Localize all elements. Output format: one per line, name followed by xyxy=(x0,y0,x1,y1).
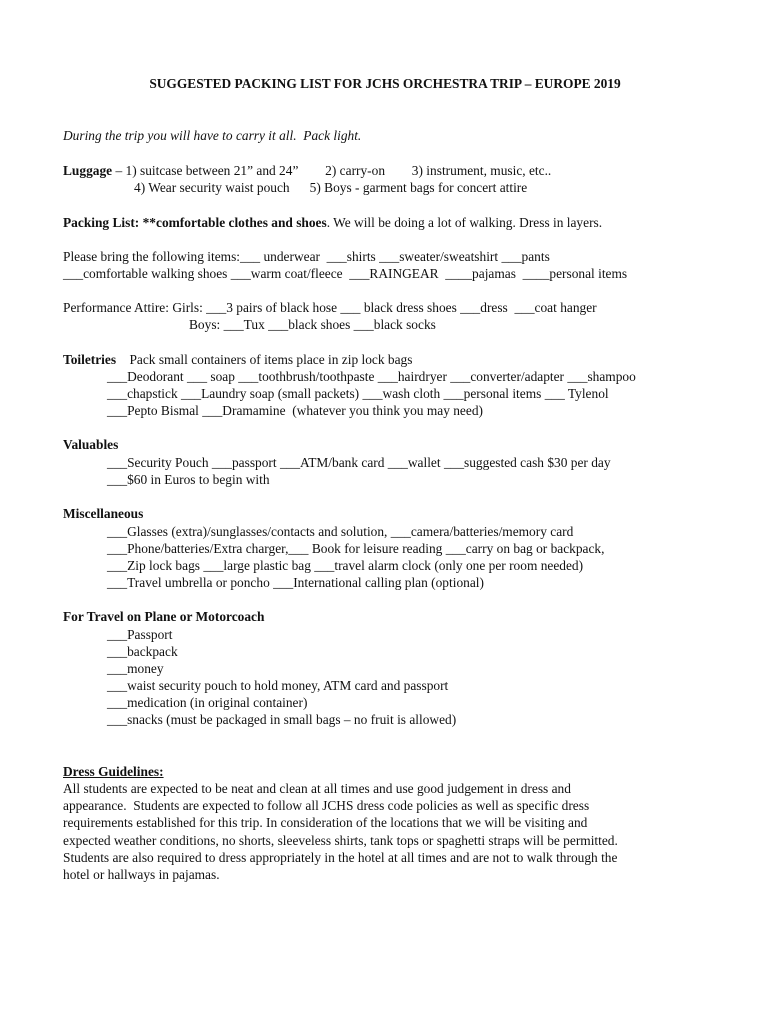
misc-item-line: ___Glasses (extra)/sunglasses/contacts and solution, ___camera/batteries/memory card xyxy=(107,524,574,539)
dress-guidelines-paragraph xyxy=(63,780,708,883)
bring-items-line-1: Please bring the following items:___ underwear ___shirts ___sweater/sweatshirt ___pants xyxy=(63,249,550,264)
dress-guidelines-label: Dress Guidelines: xyxy=(63,764,164,779)
packing-list-line xyxy=(63,214,602,231)
dress-guidelines-line: appearance. Students are expected to follow all JCHS dress code policies as well as specific dress xyxy=(63,798,590,814)
misc-item-line: ___Phone/batteries/Extra charger,___ Book for leisure reading ___carry on bag or backpack, xyxy=(107,541,605,556)
toiletries-heading-line xyxy=(63,351,412,368)
travel-item-line: ___snacks (must be packaged in small bags – no fruit is allowed) xyxy=(107,712,457,727)
page-title: SUGGESTED PACKING LIST FOR JCHS ORCHESTRA TRIP – EUROPE 2019 xyxy=(149,76,621,91)
toiletries-item-line: ___Pepto Bismal ___Dramamine (whatever you think you may need) xyxy=(107,403,483,418)
misc-label: Miscellaneous xyxy=(63,506,144,521)
toiletries-item-line: ___chapstick ___Laundry soap (small packets) ___wash cloth ___personal items ___ Tylenol xyxy=(107,386,609,401)
valuables-item-line: ___Security Pouch ___passport ___ATM/bank card ___wallet ___suggested cash $30 per day xyxy=(107,455,611,470)
dress-guidelines-line: All students are expected to be neat and clean at all times and use good judgement in dress and xyxy=(63,781,571,796)
luggage-label: Luggage xyxy=(63,163,113,178)
luggage-line-1 xyxy=(63,162,551,179)
dress-guidelines-line: Students are also required to dress appropriately in the hotel at all times and are not to walk through the xyxy=(63,849,618,865)
travel-item-line: ___money xyxy=(107,661,164,676)
toiletries-label: Toiletries xyxy=(63,352,117,367)
misc-item-line: ___Zip lock bags ___large plastic bag ___travel alarm clock (only one per room needed) xyxy=(107,558,584,573)
dress-guidelines-line: expected weather conditions, no shorts, sleeveless shirts, tank tops or spaghetti straps will be permitted. xyxy=(63,832,618,848)
misc-item-line: ___Travel umbrella or poncho ___International calling plan (optional) xyxy=(107,575,484,590)
travel-item-line: ___Passport xyxy=(107,627,173,642)
dress-guidelines-line: hotel or hallways in pajamas. xyxy=(63,867,220,883)
luggage-items-1: – 1) suitcase between 21” and 24” 2) carry-on 3) instrument, music, etc.. xyxy=(112,163,552,178)
valuables-label: Valuables xyxy=(63,437,119,452)
performance-attire-girls: Performance Attire: Girls: ___3 pairs of black hose ___ black dress shoes ___dress ___coat hanger xyxy=(63,300,597,315)
bring-items-line-2: ___comfortable walking shoes ___warm coat/fleece ___RAINGEAR ____pajamas ____personal items xyxy=(63,266,628,281)
toiletries-item-line: ___Deodorant ___ soap ___toothbrush/toothpaste ___hairdryer ___converter/adapter ___shampoo xyxy=(107,369,636,384)
intro-text: During the trip you will have to carry it all. Pack light. xyxy=(63,128,362,143)
travel-label: For Travel on Plane or Motorcoach xyxy=(63,609,265,624)
dress-guidelines-line: requirements established for this trip. In consideration of the locations that we will be visiting and xyxy=(63,815,588,831)
luggage-line-2: 4) Wear security waist pouch 5) Boys - garment bags for concert attire xyxy=(134,180,528,195)
travel-item-line: ___waist security pouch to hold money, ATM card and passport xyxy=(107,678,449,693)
valuables-item-line: ___$60 in Euros to begin with xyxy=(107,472,270,487)
packing-list-label: Packing List: **comfortable clothes and shoes xyxy=(63,215,327,230)
travel-item-line: ___backpack xyxy=(107,644,178,659)
toiletries-intro: Pack small containers of items place in zip lock bags xyxy=(116,352,413,367)
performance-attire-boys: Boys: ___Tux ___black shoes ___black socks xyxy=(189,317,436,332)
packing-list-note: . We will be doing a lot of walking. Dress in layers. xyxy=(326,215,603,230)
travel-item-line: ___medication (in original container) xyxy=(107,695,308,710)
